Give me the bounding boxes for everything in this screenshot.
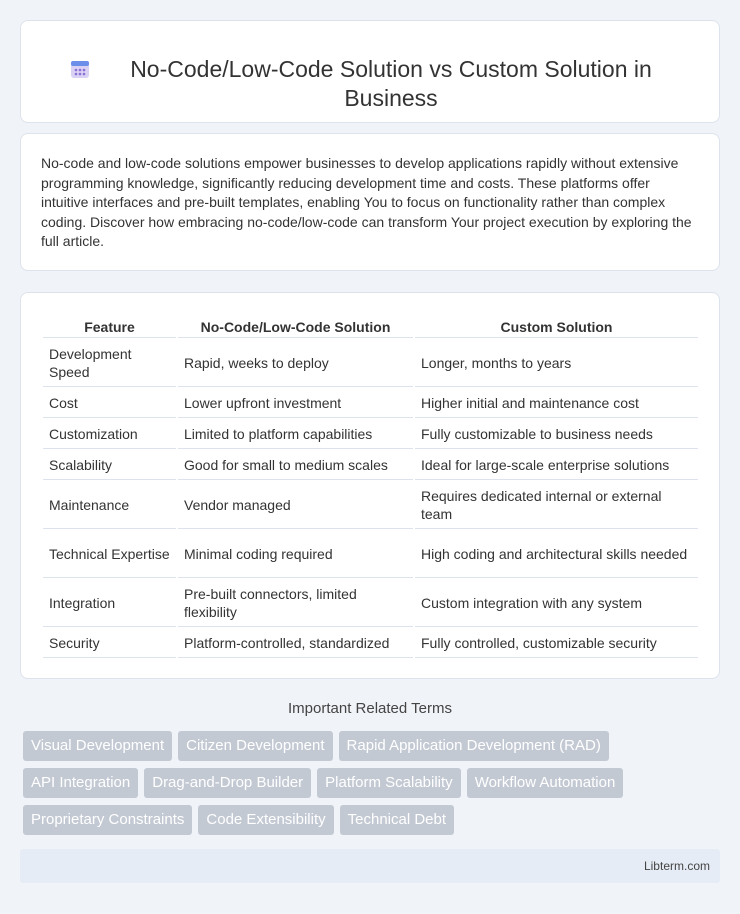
tag-api-integration[interactable]: API Integration: [23, 768, 138, 798]
table-header-row: [43, 315, 698, 338]
tag-citizen-development[interactable]: Citizen Development: [178, 731, 332, 761]
column-header-nocode: No-Code/Low-Code Solution: [178, 315, 413, 338]
table-cell: Scalability: [43, 451, 176, 480]
related-terms-section: [20, 700, 720, 835]
header-card: [20, 20, 720, 123]
table-cell: Limited to platform capabilities: [178, 420, 413, 449]
table-cell: Higher initial and maintenance cost: [415, 389, 698, 418]
table-row: [43, 420, 698, 449]
table-row: [43, 531, 698, 578]
footer-site-link[interactable]: Libterm.com: [643, 859, 710, 873]
table-cell: Vendor managed: [178, 482, 413, 529]
table-row: [43, 340, 698, 387]
table-cell: Requires dedicated internal or external team: [415, 482, 698, 529]
table-row: [43, 389, 698, 418]
intro-text: No-code and low-code solutions empower businesses to develop applications rapidly without extensive programming knowledge, significantly reducing development time and costs. These platforms offer intuitive interfaces and pre-built templates, enabling You to focus on functionality rather than complex coding. Discover how embracing no-code/low-code can transform Your project execution by exploring the full article.: [41, 155, 692, 250]
related-terms-title: Important Related Terms: [288, 700, 452, 717]
tag-code-extensibility[interactable]: Code Extensibility: [198, 805, 333, 835]
tag-rapid-application-development[interactable]: Rapid Application Development (RAD): [339, 731, 609, 761]
tag-visual-development[interactable]: Visual Development: [23, 731, 172, 761]
table-cell: Minimal coding required: [178, 531, 413, 578]
table-cell: Cost: [43, 389, 176, 418]
intro-card: [20, 133, 720, 271]
table-cell: Fully controlled, customizable security: [415, 629, 698, 658]
table-cell: Customization: [43, 420, 176, 449]
comparison-table-card: [20, 292, 720, 679]
calendar-icon: [69, 58, 91, 80]
table-cell: Good for small to medium scales: [178, 451, 413, 480]
table-cell: Pre-built connectors, limited flexibility: [178, 580, 413, 627]
page-title: No-Code/Low-Code Solution vs Custom Solution in Business: [130, 56, 652, 111]
footer: [20, 849, 720, 883]
tag-technical-debt[interactable]: Technical Debt: [340, 805, 454, 835]
table-cell: Lower upfront investment: [178, 389, 413, 418]
tag-platform-scalability[interactable]: Platform Scalability: [317, 768, 461, 798]
column-header-feature: Feature: [43, 315, 176, 338]
table-cell: Platform-controlled, standardized: [178, 629, 413, 658]
table-cell: Development Speed: [43, 340, 176, 387]
table-row: [43, 451, 698, 480]
tag-drag-and-drop-builder[interactable]: Drag-and-Drop Builder: [144, 768, 311, 798]
table-cell: Technical Expertise: [43, 531, 176, 578]
table-row: [43, 580, 698, 627]
related-terms-tags: [20, 731, 720, 835]
tag-proprietary-constraints[interactable]: Proprietary Constraints: [23, 805, 192, 835]
table-cell: Security: [43, 629, 176, 658]
table-row: [43, 482, 698, 529]
column-header-custom: Custom Solution: [415, 315, 698, 338]
table-cell: Fully customizable to business needs: [415, 420, 698, 449]
table-cell: Ideal for large-scale enterprise solutions: [415, 451, 698, 480]
table-cell: Maintenance: [43, 482, 176, 529]
comparison-table: [41, 313, 700, 660]
table-cell: Custom integration with any system: [415, 580, 698, 627]
table-cell: Longer, months to years: [415, 340, 698, 387]
tag-workflow-automation[interactable]: Workflow Automation: [467, 768, 624, 798]
title-wrap: [69, 30, 671, 113]
table-row: [43, 629, 698, 658]
table-cell: Rapid, weeks to deploy: [178, 340, 413, 387]
table-cell: Integration: [43, 580, 176, 627]
table-cell: High coding and architectural skills needed: [415, 531, 698, 578]
